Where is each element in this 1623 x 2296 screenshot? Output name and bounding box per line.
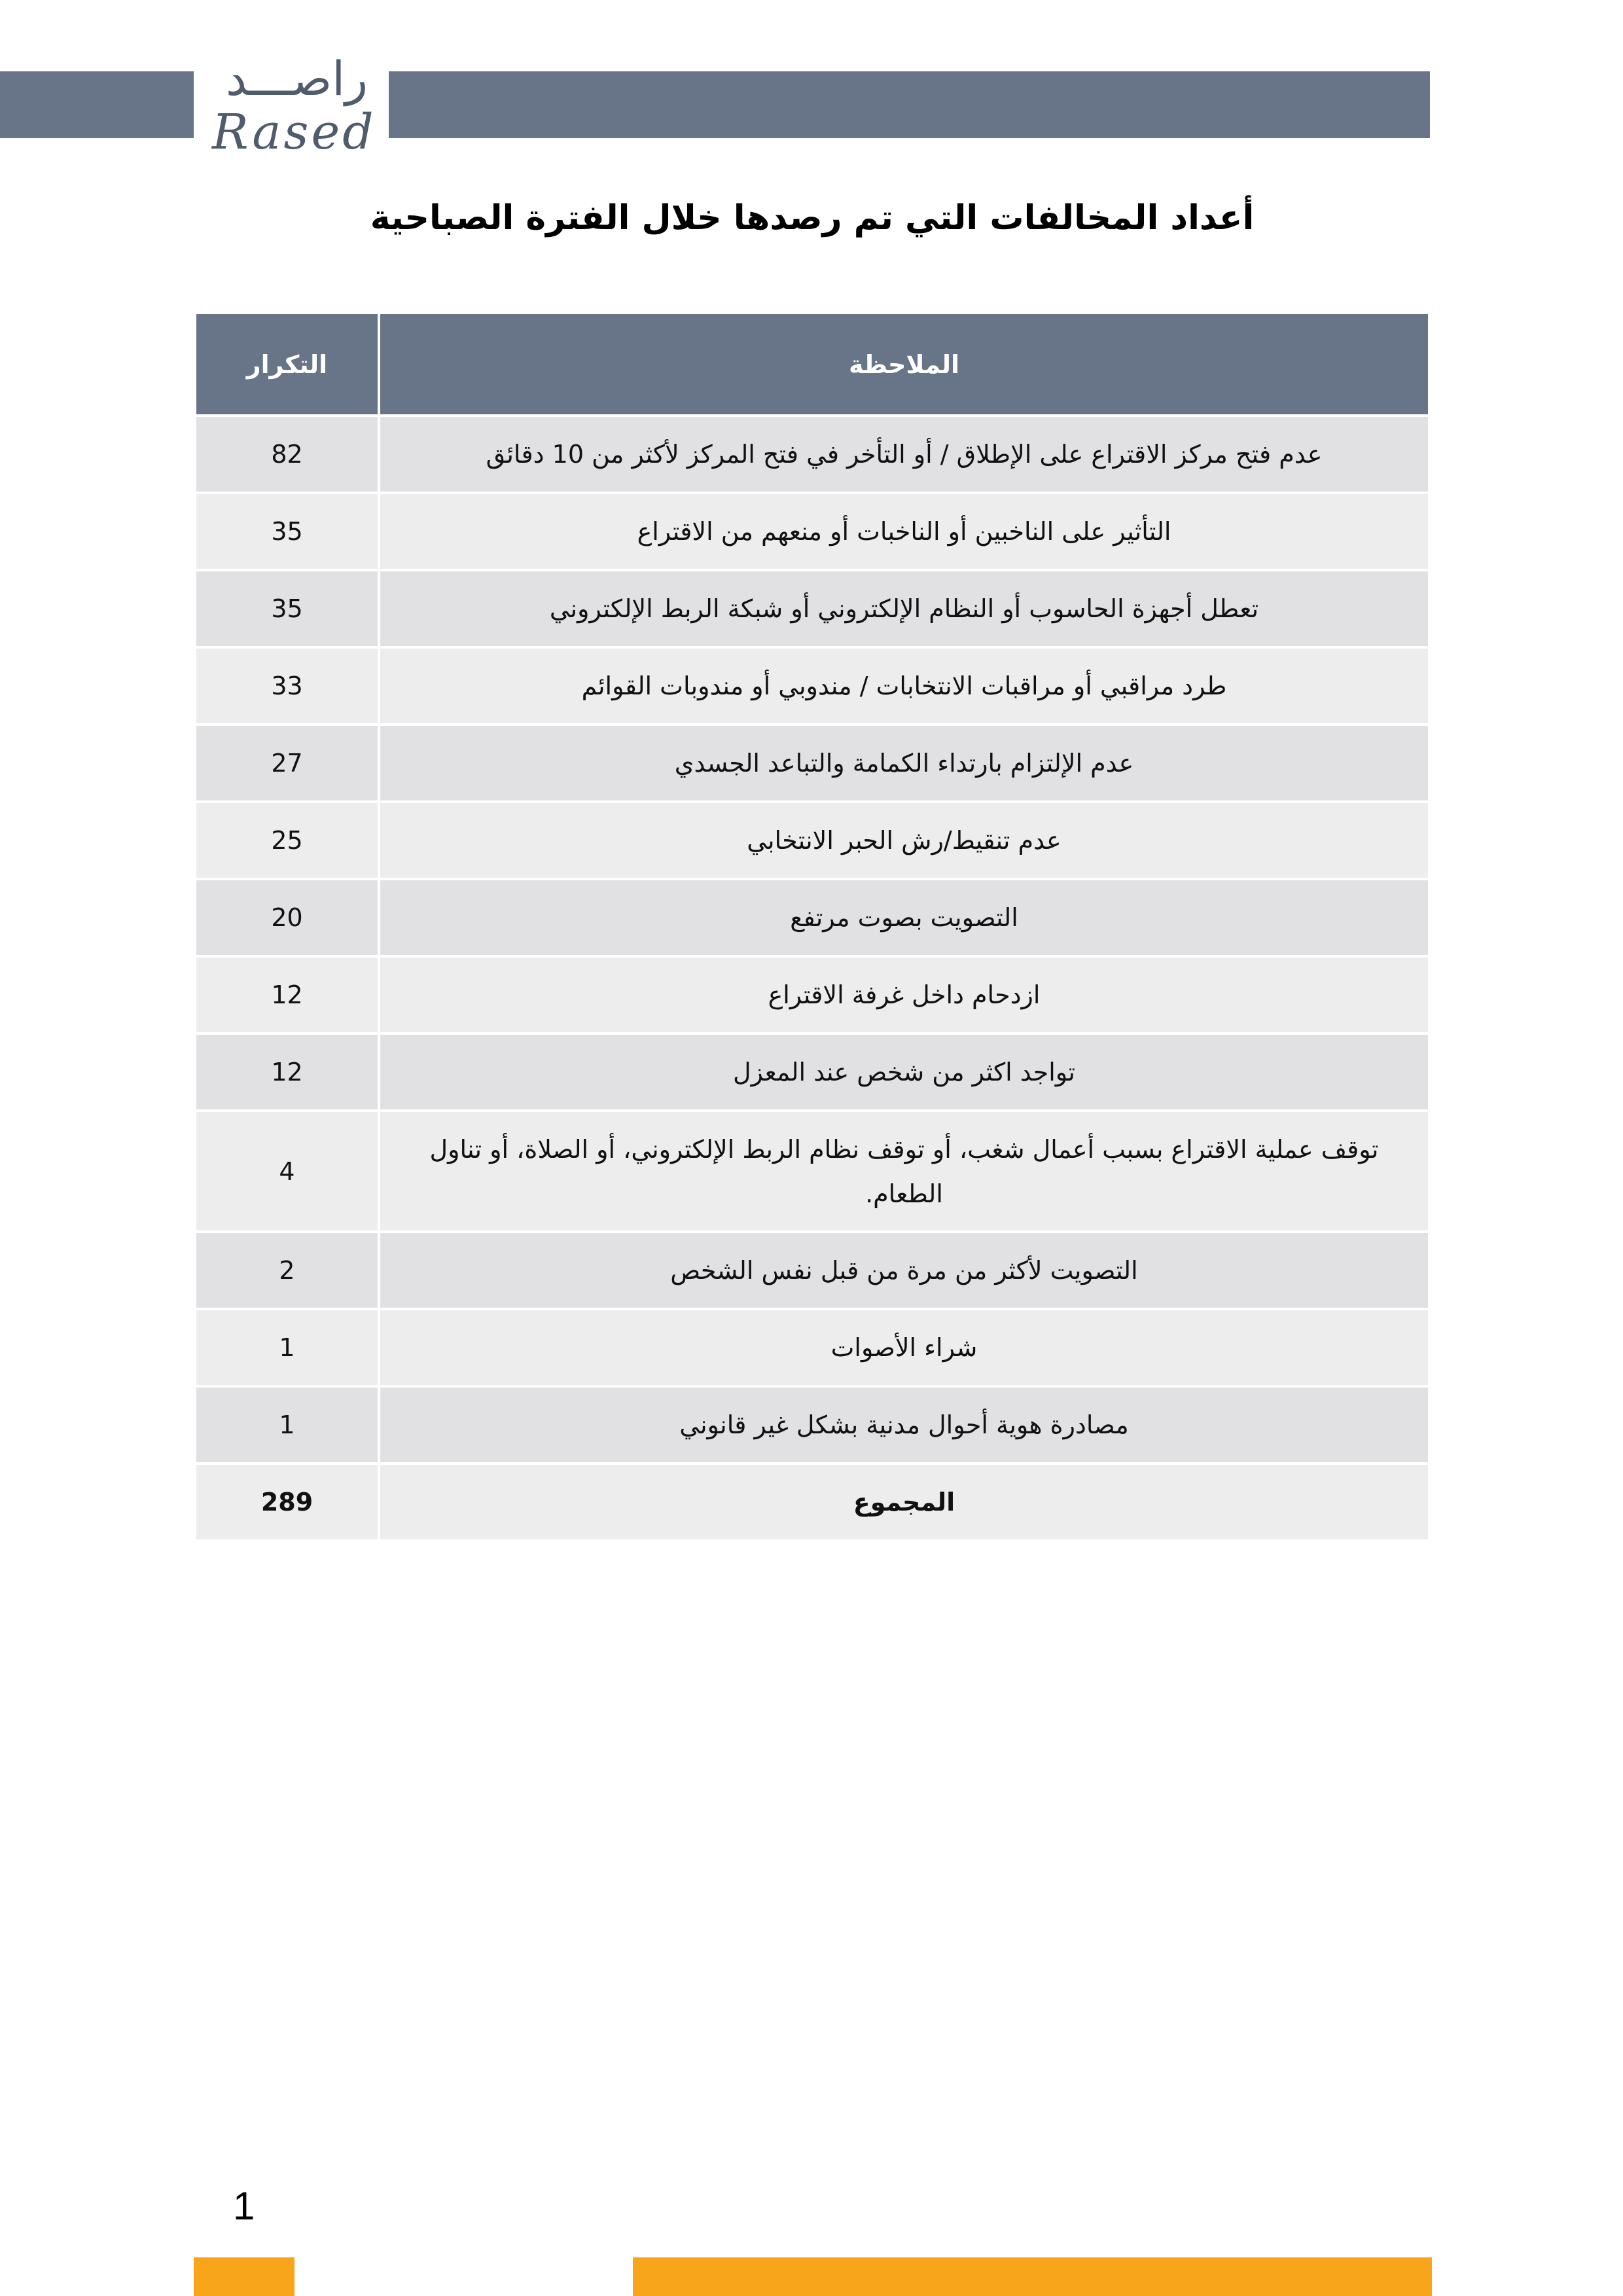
total-row xyxy=(196,1465,1428,1539)
note-cell: عدم فتح مركز الاقتراع على الإطلاق / أو التأخر في فتح المركز لأكثر من 10 دقائق xyxy=(380,417,1428,492)
table-row xyxy=(196,1233,1428,1308)
count-cell: 12 xyxy=(196,1035,378,1109)
rased-logo xyxy=(208,46,380,164)
table-row xyxy=(196,1388,1428,1462)
note-cell: ازدحام داخل غرفة الاقتراع xyxy=(380,958,1428,1032)
note-cell: التصويت بصوت مرتفع xyxy=(380,880,1428,955)
count-cell: 12 xyxy=(196,958,378,1032)
footer-bar-left xyxy=(194,2257,294,2296)
note-cell: التصويت لأكثر من مرة من قبل نفس الشخص xyxy=(380,1233,1428,1308)
count-cell: 1 xyxy=(196,1388,378,1462)
count-cell: 33 xyxy=(196,649,378,723)
table-row xyxy=(196,494,1428,569)
logo-arabic-text: راصـــد xyxy=(226,51,368,106)
count-cell: 25 xyxy=(196,803,378,878)
header-note: الملاحظة xyxy=(380,314,1428,414)
count-cell: 27 xyxy=(196,726,378,800)
page-title: أعداد المخالفات التي تم رصدها خلال الفترة الصباحية xyxy=(370,198,1255,238)
total-label: المجموع xyxy=(380,1465,1428,1539)
note-cell: تعطل أجهزة الحاسوب أو النظام الإلكتروني أو شبكة الربط الإلكتروني xyxy=(380,571,1428,646)
note-cell: عدم الإلتزام بارتداء الكمامة والتباعد الجسدي xyxy=(380,726,1428,800)
table-row xyxy=(196,880,1428,955)
note-cell: طرد مراقبي أو مراقبات الانتخابات / مندوبي أو مندوبات القوائم xyxy=(380,649,1428,723)
note-cell: مصادرة هوية أحوال مدنية بشكل غير قانوني xyxy=(380,1388,1428,1462)
count-cell: 2 xyxy=(196,1233,378,1308)
header-bar-left xyxy=(0,71,194,138)
count-cell: 82 xyxy=(196,417,378,492)
table-row xyxy=(196,571,1428,646)
count-cell: 4 xyxy=(196,1112,378,1230)
header-count: التكرار xyxy=(196,314,378,414)
count-cell: 35 xyxy=(196,571,378,646)
count-cell: 1 xyxy=(196,1310,378,1385)
note-cell: تواجد اكثر من شخص عند المعزل xyxy=(380,1035,1428,1109)
table-row xyxy=(196,417,1428,492)
header-bar-right xyxy=(389,71,1430,138)
table-row xyxy=(196,1310,1428,1385)
table-row xyxy=(196,1112,1428,1230)
page-number: 1 xyxy=(233,2184,255,2228)
note-cell: عدم تنقيط/رش الحبر الانتخابي xyxy=(380,803,1428,878)
table-row xyxy=(196,649,1428,723)
table-header-row xyxy=(196,314,1428,414)
note-cell: توقف عملية الاقتراع بسبب أعمال شغب، أو توقف نظام الربط الإلكتروني، أو الصلاة، أو تناول الطعام. xyxy=(380,1112,1428,1230)
table-row xyxy=(196,726,1428,800)
table-row xyxy=(196,803,1428,878)
note-cell: التأثير على الناخبين أو الناخبات أو منعهم من الاقتراع xyxy=(380,494,1428,569)
logo-latin-text: Rased xyxy=(212,104,376,160)
count-cell: 35 xyxy=(196,494,378,569)
count-cell: 20 xyxy=(196,880,378,955)
note-cell: شراء الأصوات xyxy=(380,1310,1428,1385)
table-row xyxy=(196,1035,1428,1109)
footer-bar-right xyxy=(633,2257,1432,2296)
table-row xyxy=(196,958,1428,1032)
total-count: 289 xyxy=(196,1465,378,1539)
